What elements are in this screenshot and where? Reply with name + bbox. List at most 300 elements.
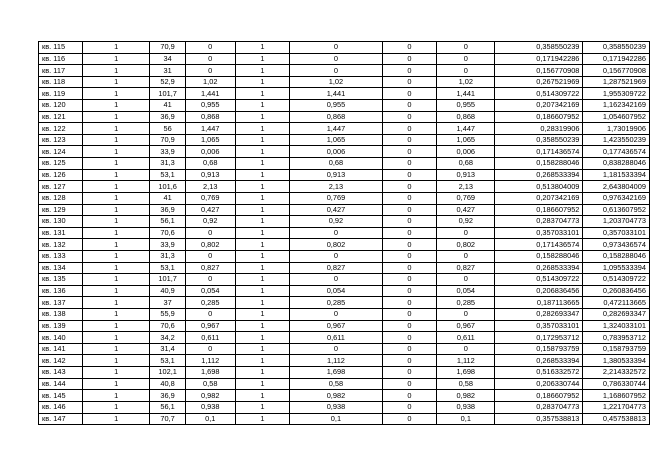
cell-col-e: 1 — [235, 285, 290, 297]
cell-col-f: 1,065 — [290, 134, 382, 146]
cell-apartment-label: кв. 115 — [39, 42, 83, 54]
cell-col-e: 1 — [235, 239, 290, 251]
cell-col-i: 0,206330744 — [495, 378, 583, 390]
cell-col-g: 0 — [382, 227, 437, 239]
cell-col-e: 1 — [235, 274, 290, 286]
cell-col-g: 0 — [382, 250, 437, 262]
cell-apartment-label: кв. 136 — [39, 285, 83, 297]
cell-col-i: 0,267521969 — [495, 76, 583, 88]
cell-col-h: 1,065 — [437, 134, 495, 146]
cell-col-b: 1 — [83, 390, 150, 402]
cell-apartment-label: кв. 122 — [39, 123, 83, 135]
cell-col-f: 0,982 — [290, 390, 382, 402]
cell-col-j: 0,282693347 — [583, 309, 650, 321]
cell-apartment-label: кв. 128 — [39, 192, 83, 204]
cell-col-g: 0 — [382, 378, 437, 390]
cell-area: 70,6 — [150, 320, 186, 332]
cell-col-d: 1,447 — [185, 123, 235, 135]
cell-col-d: 1,441 — [185, 88, 235, 100]
cell-col-i: 0,268533394 — [495, 169, 583, 181]
cell-col-h: 1,02 — [437, 76, 495, 88]
cell-area: 56,1 — [150, 216, 186, 228]
cell-col-b: 1 — [83, 134, 150, 146]
cell-col-b: 1 — [83, 100, 150, 112]
cell-col-e: 1 — [235, 367, 290, 379]
cell-col-g: 0 — [382, 343, 437, 355]
cell-col-d: 1,02 — [185, 76, 235, 88]
cell-col-j: 0,156770908 — [583, 65, 650, 77]
cell-col-d: 0,427 — [185, 204, 235, 216]
cell-col-h: 0,955 — [437, 100, 495, 112]
table-row — [39, 111, 650, 123]
cell-col-d: 0,802 — [185, 239, 235, 251]
cell-col-j: 0,457538813 — [583, 413, 650, 425]
cell-col-f: 0,938 — [290, 401, 382, 413]
cell-area: 31,3 — [150, 250, 186, 262]
cell-col-d: 0,982 — [185, 390, 235, 402]
cell-col-d: 0 — [185, 343, 235, 355]
cell-col-i: 0,268533394 — [495, 355, 583, 367]
table-row — [39, 146, 650, 158]
cell-col-i: 0,513804009 — [495, 181, 583, 193]
cell-apartment-label: кв. 125 — [39, 158, 83, 170]
cell-col-h: 0,982 — [437, 390, 495, 402]
cell-area: 55,9 — [150, 309, 186, 321]
cell-col-b: 1 — [83, 158, 150, 170]
cell-col-e: 1 — [235, 53, 290, 65]
table-row — [39, 216, 650, 228]
cell-col-g: 0 — [382, 53, 437, 65]
cell-col-h: 1,698 — [437, 367, 495, 379]
cell-col-j: 1,221704773 — [583, 401, 650, 413]
cell-col-d: 0 — [185, 53, 235, 65]
cell-col-d: 0 — [185, 65, 235, 77]
cell-col-b: 1 — [83, 297, 150, 309]
cell-col-b: 1 — [83, 169, 150, 181]
cell-col-i: 0,357033101 — [495, 320, 583, 332]
cell-apartment-label: кв. 134 — [39, 262, 83, 274]
cell-col-b: 1 — [83, 76, 150, 88]
cell-apartment-label: кв. 123 — [39, 134, 83, 146]
cell-col-g: 0 — [382, 367, 437, 379]
cell-col-d: 1,112 — [185, 355, 235, 367]
cell-area: 70,6 — [150, 227, 186, 239]
cell-col-h: 0,054 — [437, 285, 495, 297]
cell-col-j: 1,054607952 — [583, 111, 650, 123]
cell-col-e: 1 — [235, 146, 290, 158]
cell-col-b: 1 — [83, 181, 150, 193]
cell-area: 34 — [150, 53, 186, 65]
cell-col-f: 0,68 — [290, 158, 382, 170]
table-row — [39, 134, 650, 146]
table-row — [39, 378, 650, 390]
cell-apartment-label: кв. 121 — [39, 111, 83, 123]
cell-col-i: 0,171942286 — [495, 53, 583, 65]
cell-col-h: 0,967 — [437, 320, 495, 332]
cell-col-i: 0,186607952 — [495, 390, 583, 402]
cell-col-f: 0,58 — [290, 378, 382, 390]
cell-col-g: 0 — [382, 169, 437, 181]
cell-col-e: 1 — [235, 192, 290, 204]
cell-col-g: 0 — [382, 320, 437, 332]
cell-apartment-label: кв. 120 — [39, 100, 83, 112]
cell-col-d: 0,868 — [185, 111, 235, 123]
table-row — [39, 239, 650, 251]
cell-col-h: 0,769 — [437, 192, 495, 204]
cell-col-h: 2,13 — [437, 181, 495, 193]
cell-apartment-label: кв. 143 — [39, 367, 83, 379]
cell-col-d: 0,054 — [185, 285, 235, 297]
cell-col-g: 0 — [382, 216, 437, 228]
table-row — [39, 181, 650, 193]
cell-col-i: 0,516332572 — [495, 367, 583, 379]
cell-col-e: 1 — [235, 227, 290, 239]
cell-col-j: 0,358550239 — [583, 42, 650, 54]
table-row — [39, 123, 650, 135]
cell-area: 33,9 — [150, 239, 186, 251]
cell-area: 70,9 — [150, 42, 186, 54]
cell-col-j: 1,287521969 — [583, 76, 650, 88]
cell-col-i: 0,187113665 — [495, 297, 583, 309]
cell-col-g: 0 — [382, 181, 437, 193]
cell-col-e: 1 — [235, 100, 290, 112]
cell-col-f: 0,967 — [290, 320, 382, 332]
table-row — [39, 76, 650, 88]
table-row — [39, 192, 650, 204]
cell-col-j: 0,158288046 — [583, 250, 650, 262]
cell-col-d: 0,967 — [185, 320, 235, 332]
cell-col-g: 0 — [382, 390, 437, 402]
cell-col-f: 0,955 — [290, 100, 382, 112]
cell-col-b: 1 — [83, 146, 150, 158]
table-row — [39, 53, 650, 65]
cell-col-d: 0,913 — [185, 169, 235, 181]
cell-apartment-label: кв. 141 — [39, 343, 83, 355]
cell-col-i: 0,186607952 — [495, 204, 583, 216]
cell-col-e: 1 — [235, 262, 290, 274]
cell-apartment-label: кв. 130 — [39, 216, 83, 228]
cell-col-e: 1 — [235, 250, 290, 262]
cell-col-i: 0,186607952 — [495, 111, 583, 123]
cell-col-b: 1 — [83, 367, 150, 379]
cell-col-b: 1 — [83, 274, 150, 286]
cell-col-b: 1 — [83, 216, 150, 228]
cell-col-h: 0,68 — [437, 158, 495, 170]
cell-col-e: 1 — [235, 88, 290, 100]
cell-area: 31 — [150, 65, 186, 77]
cell-col-e: 1 — [235, 401, 290, 413]
cell-col-f: 0,92 — [290, 216, 382, 228]
cell-col-h: 0,1 — [437, 413, 495, 425]
cell-col-b: 1 — [83, 285, 150, 297]
table-body — [39, 42, 650, 425]
cell-col-e: 1 — [235, 123, 290, 135]
cell-col-g: 0 — [382, 239, 437, 251]
cell-area: 41 — [150, 192, 186, 204]
cell-area: 36,9 — [150, 111, 186, 123]
cell-col-e: 1 — [235, 378, 290, 390]
cell-col-j: 1,380533394 — [583, 355, 650, 367]
cell-apartment-label: кв. 147 — [39, 413, 83, 425]
cell-col-i: 0,207342169 — [495, 192, 583, 204]
cell-col-e: 1 — [235, 42, 290, 54]
cell-col-i: 0,514309722 — [495, 274, 583, 286]
table-row — [39, 309, 650, 321]
cell-col-j: 0,171942286 — [583, 53, 650, 65]
cell-col-i: 0,283704773 — [495, 216, 583, 228]
table-row — [39, 204, 650, 216]
cell-col-f: 0,427 — [290, 204, 382, 216]
cell-col-j: 1,095533394 — [583, 262, 650, 274]
cell-col-i: 0,268533394 — [495, 262, 583, 274]
cell-col-h: 0 — [437, 274, 495, 286]
cell-col-d: 0 — [185, 274, 235, 286]
cell-apartment-label: кв. 126 — [39, 169, 83, 181]
cell-area: 101,7 — [150, 88, 186, 100]
cell-col-f: 0 — [290, 65, 382, 77]
cell-col-d: 0 — [185, 250, 235, 262]
cell-col-e: 1 — [235, 343, 290, 355]
table-row — [39, 88, 650, 100]
cell-col-i: 0,358550239 — [495, 42, 583, 54]
cell-apartment-label: кв. 144 — [39, 378, 83, 390]
cell-col-d: 0,938 — [185, 401, 235, 413]
cell-col-f: 0 — [290, 227, 382, 239]
cell-col-d: 0,611 — [185, 332, 235, 344]
cell-col-j: 2,214332572 — [583, 367, 650, 379]
cell-col-g: 0 — [382, 134, 437, 146]
cell-col-b: 1 — [83, 309, 150, 321]
cell-col-d: 0,92 — [185, 216, 235, 228]
cell-area: 37 — [150, 297, 186, 309]
cell-area: 31,4 — [150, 343, 186, 355]
cell-col-i: 0,283704773 — [495, 401, 583, 413]
cell-col-e: 1 — [235, 390, 290, 402]
cell-col-b: 1 — [83, 88, 150, 100]
cell-col-f: 1,02 — [290, 76, 382, 88]
cell-col-e: 1 — [235, 65, 290, 77]
cell-col-g: 0 — [382, 274, 437, 286]
cell-col-g: 0 — [382, 88, 437, 100]
cell-col-f: 2,13 — [290, 181, 382, 193]
cell-col-b: 1 — [83, 65, 150, 77]
cell-col-g: 0 — [382, 401, 437, 413]
cell-apartment-label: кв. 145 — [39, 390, 83, 402]
cell-col-d: 1,065 — [185, 134, 235, 146]
cell-col-h: 0,92 — [437, 216, 495, 228]
cell-col-g: 0 — [382, 65, 437, 77]
cell-col-j: 0,158793759 — [583, 343, 650, 355]
cell-col-f: 0,054 — [290, 285, 382, 297]
cell-col-i: 0,357033101 — [495, 227, 583, 239]
cell-col-d: 0,58 — [185, 378, 235, 390]
table-row — [39, 285, 650, 297]
cell-col-d: 1,698 — [185, 367, 235, 379]
cell-area: 53,1 — [150, 169, 186, 181]
cell-col-i: 0,28319906 — [495, 123, 583, 135]
table-row — [39, 169, 650, 181]
cell-col-h: 0,802 — [437, 239, 495, 251]
cell-col-h: 0 — [437, 309, 495, 321]
cell-col-i: 0,171436574 — [495, 146, 583, 158]
cell-apartment-label: кв. 124 — [39, 146, 83, 158]
cell-col-b: 1 — [83, 343, 150, 355]
cell-col-f: 1,441 — [290, 88, 382, 100]
cell-col-f: 0 — [290, 53, 382, 65]
cell-col-j: 1,203704773 — [583, 216, 650, 228]
cell-col-h: 0,913 — [437, 169, 495, 181]
cell-col-b: 1 — [83, 320, 150, 332]
cell-col-h: 0 — [437, 250, 495, 262]
cell-apartment-label: кв. 133 — [39, 250, 83, 262]
cell-col-j: 1,955309722 — [583, 88, 650, 100]
cell-col-i: 0,158288046 — [495, 158, 583, 170]
table-row — [39, 390, 650, 402]
cell-col-h: 0,611 — [437, 332, 495, 344]
cell-col-b: 1 — [83, 378, 150, 390]
cell-col-h: 0 — [437, 65, 495, 77]
cell-col-f: 0,1 — [290, 413, 382, 425]
cell-area: 53,1 — [150, 262, 186, 274]
cell-col-i: 0,158288046 — [495, 250, 583, 262]
cell-col-i: 0,158793759 — [495, 343, 583, 355]
cell-col-j: 1,423550239 — [583, 134, 650, 146]
cell-col-g: 0 — [382, 76, 437, 88]
cell-col-b: 1 — [83, 401, 150, 413]
cell-area: 56 — [150, 123, 186, 135]
apartment-table — [38, 41, 650, 425]
cell-col-f: 1,112 — [290, 355, 382, 367]
cell-col-e: 1 — [235, 297, 290, 309]
cell-col-d: 0,006 — [185, 146, 235, 158]
cell-area: 53,1 — [150, 355, 186, 367]
cell-col-e: 1 — [235, 169, 290, 181]
cell-col-d: 0,68 — [185, 158, 235, 170]
cell-col-j: 1,73019906 — [583, 123, 650, 135]
cell-col-b: 1 — [83, 53, 150, 65]
cell-col-g: 0 — [382, 204, 437, 216]
cell-col-f: 0,611 — [290, 332, 382, 344]
cell-col-i: 0,282693347 — [495, 309, 583, 321]
cell-col-h: 0,827 — [437, 262, 495, 274]
cell-area: 52,9 — [150, 76, 186, 88]
cell-col-g: 0 — [382, 285, 437, 297]
cell-col-f: 0,913 — [290, 169, 382, 181]
cell-area: 101,7 — [150, 274, 186, 286]
cell-col-j: 0,838288046 — [583, 158, 650, 170]
cell-col-e: 1 — [235, 216, 290, 228]
table-row — [39, 413, 650, 425]
cell-col-h: 1,441 — [437, 88, 495, 100]
cell-col-j: 1,324033101 — [583, 320, 650, 332]
cell-col-g: 0 — [382, 111, 437, 123]
cell-area: 31,3 — [150, 158, 186, 170]
cell-col-f: 0,827 — [290, 262, 382, 274]
cell-col-g: 0 — [382, 146, 437, 158]
cell-area: 56,1 — [150, 401, 186, 413]
cell-col-j: 1,162342169 — [583, 100, 650, 112]
cell-area: 40,8 — [150, 378, 186, 390]
cell-col-d: 2,13 — [185, 181, 235, 193]
cell-col-j: 2,643804009 — [583, 181, 650, 193]
cell-col-b: 1 — [83, 239, 150, 251]
cell-col-f: 0,285 — [290, 297, 382, 309]
cell-col-i: 0,357538813 — [495, 413, 583, 425]
cell-col-d: 0,285 — [185, 297, 235, 309]
table-row — [39, 332, 650, 344]
cell-area: 34,2 — [150, 332, 186, 344]
cell-area: 70,7 — [150, 413, 186, 425]
cell-col-f: 0 — [290, 343, 382, 355]
table-row — [39, 401, 650, 413]
cell-col-g: 0 — [382, 262, 437, 274]
cell-col-j: 0,357033101 — [583, 227, 650, 239]
table-row — [39, 367, 650, 379]
cell-col-d: 0,769 — [185, 192, 235, 204]
cell-col-e: 1 — [235, 320, 290, 332]
table-row — [39, 355, 650, 367]
cell-apartment-label: кв. 146 — [39, 401, 83, 413]
cell-col-b: 1 — [83, 332, 150, 344]
table-row — [39, 65, 650, 77]
table-row — [39, 320, 650, 332]
cell-col-g: 0 — [382, 158, 437, 170]
cell-col-e: 1 — [235, 204, 290, 216]
cell-col-h: 0 — [437, 42, 495, 54]
cell-col-d: 0 — [185, 42, 235, 54]
cell-col-b: 1 — [83, 42, 150, 54]
cell-col-h: 0,427 — [437, 204, 495, 216]
table-row — [39, 274, 650, 286]
cell-col-h: 0,868 — [437, 111, 495, 123]
cell-col-f: 0 — [290, 250, 382, 262]
cell-col-e: 1 — [235, 332, 290, 344]
cell-col-f: 0 — [290, 42, 382, 54]
cell-col-d: 0,827 — [185, 262, 235, 274]
cell-col-e: 1 — [235, 111, 290, 123]
cell-col-i: 0,171436574 — [495, 239, 583, 251]
cell-col-e: 1 — [235, 413, 290, 425]
cell-col-d: 0 — [185, 227, 235, 239]
cell-col-h: 0,58 — [437, 378, 495, 390]
cell-apartment-label: кв. 117 — [39, 65, 83, 77]
cell-col-f: 0,006 — [290, 146, 382, 158]
cell-col-f: 0 — [290, 274, 382, 286]
cell-col-i: 0,156770908 — [495, 65, 583, 77]
cell-apartment-label: кв. 131 — [39, 227, 83, 239]
cell-area: 33,9 — [150, 146, 186, 158]
cell-col-g: 0 — [382, 192, 437, 204]
table-row — [39, 227, 650, 239]
cell-col-f: 1,447 — [290, 123, 382, 135]
table-row — [39, 250, 650, 262]
cell-col-g: 0 — [382, 123, 437, 135]
cell-col-h: 0 — [437, 227, 495, 239]
cell-col-i: 0,207342169 — [495, 100, 583, 112]
cell-col-h: 0 — [437, 53, 495, 65]
cell-col-i: 0,514309722 — [495, 88, 583, 100]
table-row — [39, 297, 650, 309]
cell-area: 40,9 — [150, 285, 186, 297]
cell-col-j: 0,514309722 — [583, 274, 650, 286]
cell-apartment-label: кв. 116 — [39, 53, 83, 65]
cell-apartment-label: кв. 137 — [39, 297, 83, 309]
table-row — [39, 42, 650, 54]
cell-col-h: 0,285 — [437, 297, 495, 309]
cell-col-i: 0,172953712 — [495, 332, 583, 344]
cell-col-b: 1 — [83, 123, 150, 135]
cell-col-g: 0 — [382, 297, 437, 309]
